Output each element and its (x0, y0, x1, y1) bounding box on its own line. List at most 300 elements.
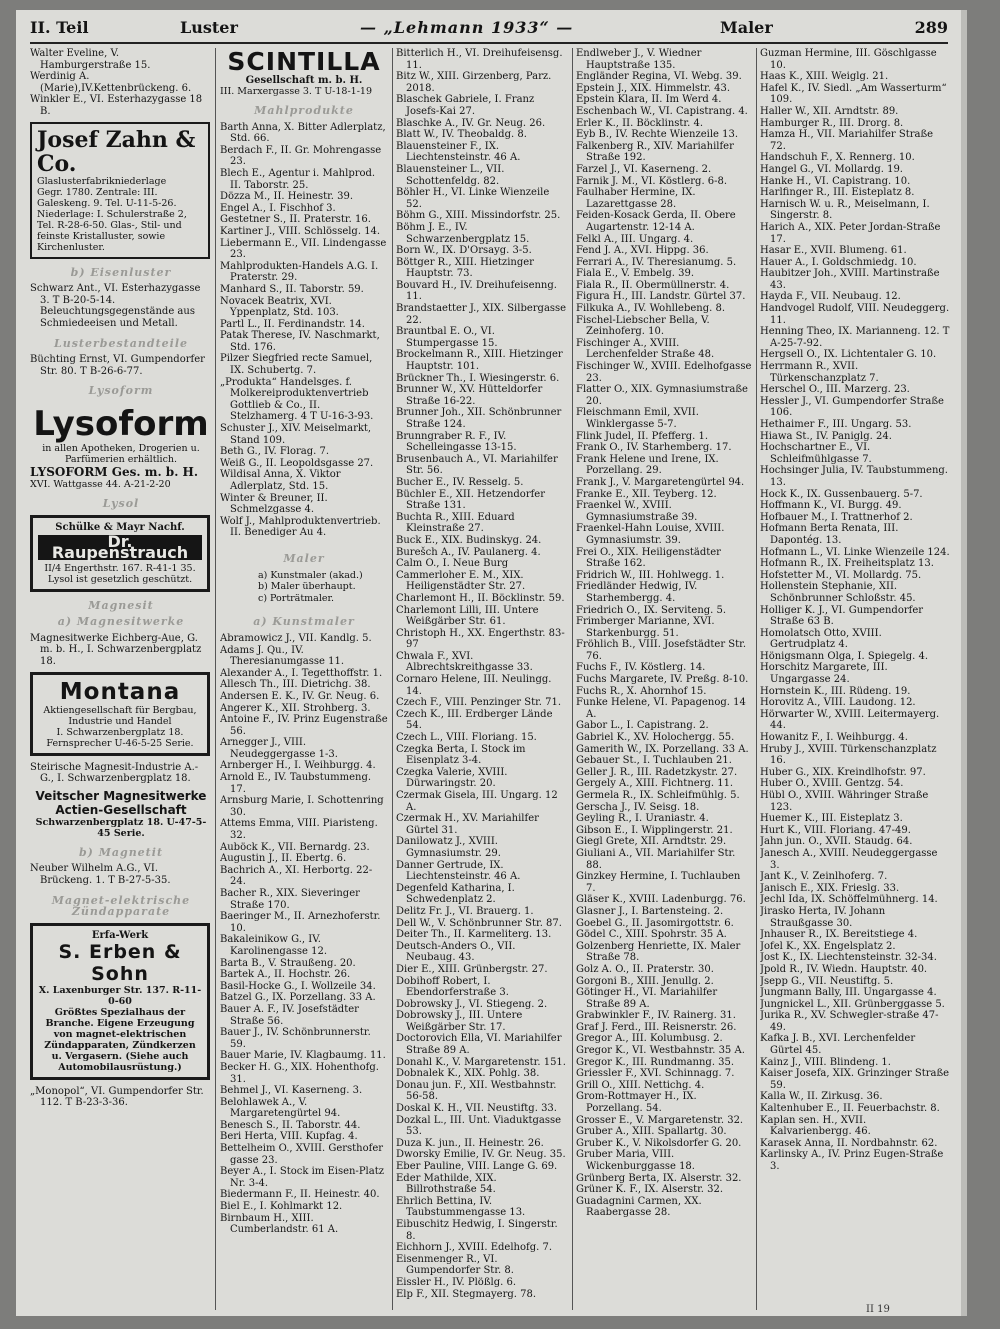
directory-entry: Bakaleinikow G., IV. Karolinengasse 12. (220, 934, 328, 957)
ad-text-line: Gegr. 1780. Zentrale: III. Galeskeng. 9. Tel. U-11-5-26. (37, 186, 177, 209)
ad-text-line: b) Maler überhaupt. (258, 581, 356, 593)
directory-entry: Brunner W., XV. Hütteldorfer Straße 16-22. (396, 384, 543, 407)
entry-list (37, 176, 203, 253)
ad-text-line: X. Laxenburger Str. 137. R-11-0-60 (38, 984, 202, 1007)
directory-entry: Brusenbauch A., VI. Mariahilfer Str. 56. (396, 453, 558, 477)
directory-entry: Dozkal L., III. Unt. Viaduktgasse 53. (396, 1114, 562, 1138)
directory-entry: Henning Theo, IX. Marianneng. 12. T A-25-7-92. (760, 326, 950, 349)
directory-entry: Frank O., IV. Starhemberg. 17. (576, 442, 732, 454)
directory-entry: Arnold E., IV. Taubstummeng. 17. (220, 772, 372, 795)
directory-entry: Goebel G., II. Jasomirgottstr. 6. (576, 917, 734, 929)
directory-entry: Czermak Gisela, III. Ungarg. 12 A. (396, 790, 558, 813)
directory-entry: Augustin J., II. Ebertg. 6. (220, 853, 347, 865)
directory-entry: Dobrowsky J., III. Untere Weißgärber Str. 17. (396, 1010, 523, 1033)
directory-entry: Hasar E., XVII. Blumeng. 61. (760, 245, 907, 257)
directory-entry: Friedrich O., IX. Serviteng. 5. (576, 604, 727, 616)
directory-entry: Hergsell O., IX. Lichtentaler G. 10. (760, 349, 937, 361)
entry-list (220, 633, 388, 1236)
directory-entry: Gregor A., III. Kolumbusg. 2. (576, 1033, 723, 1045)
directory-entry: Faulhaber Hermine, IX. Lazarettgasse 28. (576, 187, 696, 210)
directory-entry: Epstein Klara, II. Im Werd 4. (576, 94, 722, 106)
directory-entry: Golz A. O., II. Praterstr. 30. (576, 963, 714, 975)
directory-entry: Beri Herta, VIII. Kupfag. 4. (220, 1131, 358, 1143)
directory-entry: Haubitzer Joh., XVIII. Martinstraße 43. (760, 268, 940, 291)
directory-entry: Gregor K., III. Rundmanng. 35. (576, 1056, 735, 1068)
lysoform-address: XVI. Wattgasse 44. A-21-2-20 (30, 478, 171, 490)
directory-entry: Horovitz A., VIII. Laudong. 12. (760, 697, 916, 709)
directory-entry: Partl L., II. Ferdinandstr. 14. (220, 318, 365, 330)
directory-entry: Hofbauer M., I. Trattnerhof 2. (760, 511, 913, 523)
directory-entry: Basil-Hocke G., I. Wollzeile 34. (220, 980, 376, 992)
directory-entry: Cammerloher E. M., XIX. Heiligenstädter Str. 27. (396, 569, 526, 593)
directory-entry: Beth G., IV. Florag. 7. (220, 446, 330, 458)
directory-entry: Bauer J., IV. Schönbrunnerstr. 59. (220, 1027, 371, 1050)
directory-entry: Czech L., VIII. Floriang. 15. (396, 732, 537, 744)
directory-entry: Karasek Anna, II. Nordbahnstr. 62. (760, 1137, 938, 1149)
directory-entry: Herschel O., III. Marzerg. 23. (760, 384, 910, 396)
directory-entry: Geller J. R., III. Radetzkystr. 27. (576, 766, 738, 778)
directory-entry: Brandstaetter J., XIX. Silbergasse 22. (396, 303, 567, 326)
directory-entry: Hofmann L., VI. Linke Wienzeile 124. (760, 546, 950, 558)
directory-entry: Friedländer Hedwig, IV. Starhembergg. 4. (576, 581, 698, 604)
directory-entry: Handvogel Rudolf, VIII. Neudeggerg. 11. (760, 303, 950, 326)
directory-entry: Arnsburg Marie, I. Schottenring 30. (220, 795, 384, 818)
directory-entry: Holliger K. J., VI. Gumpendorfer Straße 63 B. (760, 604, 924, 628)
directory-entry: Grosser E., V. Margaretenstr. 32. (576, 1114, 744, 1126)
directory-entry: Calm O., I. Neue Burg (396, 558, 509, 570)
directory-entry: Duza K. jun., II. Heinestr. 26. (396, 1137, 544, 1149)
column-divider (215, 48, 216, 1310)
directory-entry: Ehrlich Bettina, IV. Taubstummengasse 13. (396, 1195, 526, 1219)
directory-entry: Eder Mathilde, XIX. Billrothstraße 54. (396, 1172, 497, 1196)
directory-entry: Donahl K., V. Margaretenstr. 151. (396, 1056, 566, 1068)
directory-entry: Manhard S., II. Taborstr. 59. (220, 283, 364, 295)
directory-entry: Barth Anna, X. Bitter Adlerplatz, Std. 66. (220, 121, 386, 145)
ad-erben (30, 923, 210, 1080)
directory-entry: Gregor K., VI. Westbahnstr. 35 A. (576, 1045, 745, 1057)
directory-entry: Blaschek Gabriele, I. Franz Josefs-Kai 27. (396, 94, 535, 117)
section-heading: Maler (283, 551, 325, 565)
directory-entry: Frei O., XIX. Heiligenstädter Straße 162. (576, 546, 721, 570)
directory-entry: Fiala E., V. Embelg. 39. (576, 268, 695, 280)
directory-entry: Haas K., XIII. Weiglg. 21. (760, 71, 889, 83)
directory-entry: Blatt W., IV. Theobaldg. 8. (396, 129, 527, 141)
directory-entry: „Monopol“, VI. Gumpendorfer Str. 112. T B-23-3-36. (30, 1085, 204, 1109)
directory-entry: Herrmann R., XVII. Türkenschanzplatz 7. (760, 361, 879, 384)
directory-entry: Jsepp G., VII. Neustiftg. 5. (760, 975, 894, 987)
directory-entry: Epstein J., XIX. Himmelstr. 43. (576, 82, 730, 94)
directory-entry: Gruber A., XIII. Spallartg. 30. (576, 1126, 727, 1138)
entry-list (576, 48, 752, 1219)
directory-entry: Hoffmann K., VI. Burgg. 49. (760, 500, 902, 512)
directory-entry: Böhler H., VI. Linke Wienzeile 52. (396, 187, 550, 210)
section-heading: b) Eisenluster (70, 265, 172, 279)
directory-entry: Germela R., IX. Schleifmühlg. 5. (576, 790, 740, 801)
page-header (30, 16, 948, 42)
directory-entry: Wildisal Anna, X. Viktor Adlerplatz, Std. 15. (220, 469, 341, 492)
section-heading: Lysol (102, 496, 140, 510)
directory-entry: Charlemont Lilli, III. Untere Weißgärber Str. 61. (396, 604, 539, 628)
directory-entry: Bettelheim O., XVIII. Gersthofer gasse 23. (220, 1143, 384, 1166)
directory-entry: Feiden-Kosack Gerda, II. Obere Augartenstr. 12-14 A. (576, 210, 736, 233)
footer-signature: II 19 (866, 1304, 890, 1315)
directory-entry: Belohlawek A., V. Margaretengürtel 94. (220, 1096, 341, 1120)
ad-text-line: c) Porträtmaler. (258, 592, 335, 604)
directory-entry: Figura H., III. Landstr. Gürtel 37. (576, 291, 746, 303)
entry-list (38, 705, 202, 749)
directory-entry: Allesch Th., III. Dietrichg. 38. (220, 679, 371, 691)
section-heading: Magnet-elektrische Zündapparate (51, 893, 191, 919)
directory-entry: Hangel G., VI. Mollardg. 19. (760, 163, 903, 175)
directory-entry: Hübl O., XVIII. Währinger Straße 123. (760, 790, 929, 813)
directory-entry: Grüner K. F., IX. Alserstr. 32. (576, 1184, 724, 1196)
directory-entry: Berdach F., II. Gr. Mohrengasse 23. (220, 144, 382, 168)
directory-entry: Kafka J. B., XVI. Lerchenfelder Gürtel 45. (760, 1033, 916, 1057)
header-right-word: Maler (720, 18, 773, 37)
directory-entry: Fuchs F., IV. Köstlerg. 14. (576, 662, 706, 674)
directory-entry: Fraenkel-Hahn Louise, XVIII. Gymnasiumstr. 39. (576, 523, 725, 546)
directory-entry: Schwarz Ant., VI. Esterhazygasse 3. T B-20-5-14. Beleuchtungsgegenstände aus Schmiedeeisen und Metall. (30, 283, 201, 329)
directory-entry: Dobihoff Robert, I. Ebendorferstraße 3. (396, 975, 509, 999)
directory-entry: Hollenstein Stephanie, XII. Schönbrunner Schloßstr. 45. (760, 581, 916, 604)
directory-entry: Czegka Valerie, XVIII. Dürwaringstr. 20. (396, 766, 508, 790)
entry-list (38, 985, 202, 1073)
directory-entry: Bitterlich H., VI. Dreihufeisensg. 11. (396, 48, 563, 71)
directory-entry: Böhm J. E., IV. Schwarzenbergplatz 15. (396, 221, 530, 245)
scintilla-name: SCINTILLA (227, 48, 381, 76)
directory-entry: Gergely A., XIII. Fichtnerg. 11. (576, 778, 734, 790)
directory-entry: Geyling R., I. Uraniastr. 4. (576, 813, 709, 825)
ad-raupenstrauch (30, 515, 210, 592)
directory-entry: Pilzer Siegfried recte Samuel, IX. Schubertg. 7. (220, 353, 373, 377)
entry-list (396, 48, 568, 1300)
directory-entry: Ferrari A., IV. Theresianumg. 5. (576, 256, 737, 268)
directory-entry: Schuster J., XIV. Meiselmarkt, Stand 109. (220, 423, 372, 446)
directory-entry: Buck E., XIX. Budinskyg. 24. (396, 534, 542, 546)
ad-text-line: a) Kunstmaler (akad.) (258, 569, 363, 581)
directory-entry: Arnberger H., I. Weihburgg. 4. (220, 760, 376, 772)
scintilla-address: III. Marxergasse 3. T U-18-1-19 (220, 86, 373, 97)
directory-entry: Grabwinkler F., IV. Rainerg. 31. (576, 1010, 736, 1022)
entry-list (30, 283, 212, 329)
directory-entry: Böttger R., XIII. Hietzinger Hauptstr. 73. (396, 256, 534, 280)
directory-entry: Buchta R., XIII. Eduard Kleinstraße 27. (396, 511, 515, 535)
directory-entry: Born W., IX. D'Orsayg. 3-5. (396, 245, 532, 257)
directory-entry: Bitz W., XIII. Girzenberg, Parz. 2018. (396, 71, 552, 94)
directory-entry: Eyb B., IV. Rechte Wienzeile 13. (576, 129, 739, 141)
directory-entry: Czech F., VIII. Penzinger Str. 71. (396, 697, 562, 709)
ad-lysoform (30, 405, 212, 490)
directory-entry: Deiter Th., II. Karmeliterg. 13. (396, 929, 552, 941)
directory-entry: Fraenkel W., XVIII. Gymnasiumstraße 39. (576, 500, 698, 523)
directory-entry: Huemer K., III. Eisteplatz 3. (760, 813, 903, 825)
section-heading: a) Kunstmaler (253, 615, 355, 629)
directory-entry: Fridrich W., III. Hohlwegg. 1. (576, 569, 725, 581)
montana-name: Montana (59, 678, 181, 705)
header-left-word: Luster (180, 18, 238, 37)
directory-entry: Weiß G., II. Leopoldsgasse 27. (220, 457, 374, 469)
directory-entry: Barta B., V. Straußeng. 20. (220, 957, 356, 969)
directory-entry: Huber O., XVIII. Gentzg. 54. (760, 778, 904, 790)
ad-veitscher (30, 789, 212, 839)
directory-entry: Wolf J., Mahlproduktenvertrieb. II. Benediger Au 4. (220, 515, 381, 539)
directory-entry: Fiala R., II. Obermüllnerstr. 4. (576, 279, 730, 291)
directory-entry: Hofmann Berta Renata, III. Dapontég. 13. (760, 523, 899, 546)
scintilla-sub: Gesellschaft m. b. H. (245, 75, 363, 86)
directory-entry: Biel E., I. Kohlmarkt 12. (220, 1201, 343, 1213)
directory-entry: Bouvard H., IV. Dreihufeisenng. 11. (396, 279, 557, 303)
ad-zahn-name: Josef Zahn & Co. (37, 126, 196, 177)
directory-entry: Griessler F., XVI. Schinnagg. 7. (576, 1068, 735, 1080)
erben-name: S. Erben & Sohn (58, 940, 182, 985)
directory-entry: Janisch E., XIX. Frieslg. 33. (760, 882, 900, 894)
directory-entry: Gödel C., XIII. Spohrstr. 35 A. (576, 929, 727, 941)
directory-entry: Hanke H., VI. Capistrang. 10. (760, 175, 911, 187)
directory-entry: Böhm G., XIII. Missindorfstr. 25. (396, 210, 561, 222)
directory-entry: Jurika R., XV. Schwegler-straße 47-49. (760, 1010, 939, 1033)
directory-entry: Eschenbach W., VI. Capistrang. 4. (576, 105, 748, 117)
directory-entry: Fischinger A., XVIII. Lerchenfelder Straße 48. (576, 337, 715, 361)
directory-entry: Gebauer St., I. Tuchlauben 21. (576, 755, 732, 767)
directory-entry: Erler K., II. Böcklinstr. 4. (576, 117, 704, 129)
directory-entry: Guadagnini Carmen, XX. Raabergasse 28. (576, 1195, 702, 1219)
directory-entry: Auböck K., VII. Bernardg. 23. (220, 841, 370, 853)
directory-entry: Horschitz Margarete, III. Ungargasse 24. (760, 662, 888, 686)
directory-entry: Dier E., XIII. Grünbergstr. 27. (396, 963, 548, 975)
directory-entry: Burešch A., IV. Paulanerg. 4. (396, 546, 541, 558)
directory-entry: Götinger H., VI. Mariahilfer Straße 89 A. (576, 987, 718, 1010)
directory-entry: Fröhlich B., VIII. Josefstädter Str. 76. (576, 639, 747, 662)
directory-entry: Dell W., V. Schönbrunner Str. 87. (396, 917, 562, 929)
directory-entry: Bauer Marie, IV. Klagbaumg. 11. (220, 1050, 386, 1062)
directory-entry: Harnisch W. u. R., Meiselmann, I. Singerstr. 8. (760, 198, 930, 222)
directory-entry: Kaltenhuber E., II. Feuerbachstr. 8. (760, 1103, 940, 1115)
directory-entry: Janesch A., XVIII. Neudeggergasse 3. (760, 847, 938, 871)
directory-entry: Hruby J., XVIII. Türkenschanzplatz 16. (760, 743, 937, 767)
header-volume: II. Teil (30, 18, 89, 37)
directory-entry: Fischel-Liebscher Bella, V. Zeinhoferg. 10. (576, 314, 710, 338)
directory-entry: Handschuh F., X. Rennerg. 10. (760, 152, 915, 164)
section-heading: a) Magnesitwerke (57, 615, 185, 629)
directory-entry: Winter & Breuner, II. Schmelzgasse 4. (220, 492, 328, 516)
directory-entry: Flatter O., XIX. Gymnasiumstraße 20. (576, 384, 748, 407)
directory-entry: Felkl A., III. Ungarg. 4. (576, 233, 694, 245)
header-title: — „Lehmann 1933“ — (360, 18, 574, 37)
directory-entry: Biedermann F., II. Heinestr. 40. (220, 1189, 380, 1201)
directory-entry: Bacher R., XIX. Sieveringer Straße 170. (220, 888, 360, 911)
directory-entry: Harlfinger R., III. Eisteplatz 8. (760, 187, 915, 199)
directory-entry: Eber Pauline, VIII. Lange G. 69. (396, 1161, 558, 1172)
directory-entry: Engländer Regina, VI. Webg. 39. (576, 71, 742, 83)
column-3 (396, 48, 568, 1310)
directory-entry: Doctorovich Ella, VI. Mariahilfer Straße 89 A. (396, 1033, 562, 1057)
directory-entry: Homolatsch Otto, XVIII. Gertrudplatz 4. (760, 627, 882, 651)
directory-entry: Büchting Ernst, VI. Gumpendorfer Str. 80. T B-26-6-77. (30, 354, 205, 377)
ad-text-line: I. Schwarzenbergplatz 18. (56, 726, 184, 738)
directory-entry: Dobnalek K., XIX. Pohlg. 38. (396, 1068, 540, 1080)
directory-entry: Endlweber J., V. Wiedner Hauptstraße 135. (576, 48, 702, 71)
lysoform-text: in allen Apotheken, Drogerien u. Parfümerien erhältlich. (42, 442, 200, 465)
column-divider (392, 48, 393, 1310)
directory-entry: Eichhorn J., XVIII. Edelhofg. 7. (396, 1242, 552, 1254)
directory-entry: Kartiner J., VIII. Schlösselg. 14. (220, 225, 381, 237)
directory-entry: Donau jun. F., XII. Westbahnstr. 56-58. (396, 1079, 557, 1103)
directory-entry: Hofstetter M., VI. Mollardg. 75. (760, 569, 922, 581)
directory-entry: „Produkta“ Handelsges. f. Molkereiproduktenvertrieb Gottlieb & Co., II. Stelzhamerg. 4 T U-16-3-93. (220, 376, 374, 423)
entry-list (30, 863, 212, 886)
directory-entry: Benesch S., II. Taborstr. 44. (220, 1119, 361, 1131)
directory-entry: Delitz Fr. J., VI. Brauerg. 1. (396, 905, 534, 917)
entry-list (220, 122, 388, 539)
directory-entry: Hauer A., I. Goldschmiedg. 10. (760, 256, 917, 268)
entry-list (30, 48, 212, 118)
column-4 (576, 48, 752, 1310)
directory-entry: Hörwarter W., XVIII. Leitermayerg. 44. (760, 708, 940, 732)
directory-entry: Graf J. Ferd., III. Reisnerstr. 26. (576, 1021, 737, 1033)
directory-entry: Neuber Wilhelm A.G., VI. Brückeng. 1. T B-27-5-35. (30, 863, 171, 887)
directory-entry: Gamerith W., IX. Porzellang. 33 A. (576, 743, 749, 755)
ad-montana (30, 672, 210, 756)
directory-entry: Bachrich A., XI. Herbortg. 22-24. (220, 864, 373, 888)
directory-entry: Patak Therese, IV. Naschmarkt, Std. 176. (220, 330, 380, 353)
entry-list (760, 48, 950, 1173)
directory-entry: Hiawa St., IV. Paniglg. 24. (760, 430, 892, 442)
raupenstrauch-address: II/4 Engerthstr. 167. R-41-1 35. (44, 562, 196, 574)
directory-entry: Hock K., IX. Gussenbauerg. 5-7. (760, 488, 923, 500)
directory-entry: Jungmann Bally, III. Ungargasse 4. (760, 987, 937, 999)
directory-entry: Cornaro Helene, III. Neulingg. 14. (396, 674, 552, 697)
directory-entry: Jirasko Herta, IV. Johann Straußgasse 30. (760, 905, 886, 929)
raupenstrauch-name: Dr. Raupenstrauch (38, 535, 202, 560)
directory-entry: Dobrowsky J., VI. Stiegeng. 2. (396, 998, 548, 1010)
directory-entry: Frimberger Marianne, XVI. Starkenburgg. 51. (576, 616, 715, 639)
directory-entry: Hethaimer F., III. Ungarg. 53. (760, 419, 912, 430)
directory-entry: Engel A., I. Fischhof 3. (220, 202, 336, 214)
directory-entry: Fuchs Margarete, IV. Preßg. 8-10. (576, 674, 749, 686)
directory-entry: Brunner Joh., XII. Schönbrunner Straße 124. (396, 407, 562, 430)
directory-entry: Chwala F., XVI. Albrechtskreithgasse 33. (396, 650, 533, 674)
directory-entry: Jechl Ida, IX. Schöffelmühnerg. 14. (760, 894, 938, 906)
directory-entry: Haller W., XII. Arndtstr. 89. (760, 105, 899, 117)
directory-entry: Magnesitwerke Eichberg-Aue, G. m. b. H., I. Schwarzenbergplatz 18. (30, 632, 202, 668)
directory-entry: Jahn jun. O., XVII. Staudg. 64. (760, 836, 913, 848)
section-heading: Magnesit (88, 598, 154, 612)
directory-entry: Blauensteiner F., IX. Liechtensteinstr. 46 A. (396, 140, 521, 164)
header-rule (30, 42, 948, 44)
directory-entry: Doskal K. H., VII. Neustiftg. 33. (396, 1103, 557, 1115)
directory-entry: Hamza H., VII. Mariahilfer Straße 72. (760, 129, 934, 152)
directory-entry: Czech K., III. Erdberger Lände 54. (396, 708, 553, 732)
directory-entry: Hönigsmann Olga, I. Spiegelg. 4. (760, 650, 929, 662)
directory-entry: Antoine F., IV. Prinz Eugenstraße 56. (220, 714, 388, 737)
directory-entry: Golzenberg Henriette, IX. Maler Straße 78. (576, 940, 741, 964)
directory-entry: Winkler E., VI. Esterhazygasse 18 B. (30, 94, 203, 117)
directory-entry: Gestetner S., II. Praterstr. 16. (220, 214, 371, 226)
lysoform-company: LYSOFORM Ges. m. b. H. (30, 464, 199, 479)
directory-entry: Elp F., XII. Stegmayerg. 78. (396, 1288, 537, 1300)
directory-entry: Gruber K., V. Nikolsdorfer G. 20. (576, 1137, 742, 1149)
directory-entry: Jofel K., XX. Engelsplatz 2. (760, 940, 896, 952)
directory-entry: Fend J. A., XVI. Hippg. 36. (576, 245, 709, 257)
directory-entry: Arnegger J., VIII. Neudeggergasse 1-3. (220, 737, 338, 760)
directory-entry: Glasner J., I. Bartensteing. 2. (576, 905, 724, 917)
directory-entry: Farzel J., VI. Kaserneng. 2. (576, 163, 712, 175)
entry-list (30, 762, 212, 785)
directory-entry: Danilowatz J., XVIII. Gymnasiumstr. 29. (396, 836, 501, 859)
directory-entry: Hofmann R., IX. Freiheitsplatz 13. (760, 558, 934, 570)
section-heading: Mahlprodukte (254, 104, 354, 117)
directory-entry: Liebermann E., VII. Lindengasse 23. (220, 237, 387, 261)
column-2 (220, 48, 388, 1310)
directory-entry: Fuchs R., X. Ahornhof 15. (576, 685, 707, 697)
directory-entry: Jant K., V. Zeinlhoferg. 7. (760, 871, 888, 883)
ad-scintilla (220, 48, 388, 97)
directory-entry: Jost K., IX. Liechtensteinstr. 32-34. (760, 952, 937, 964)
directory-entry: Gabor L., I. Capistrang. 2. (576, 720, 709, 732)
directory-entry: Birnbaum H., XIII. Cumberlandstr. 61 A. (220, 1212, 339, 1236)
directory-entry: Czermak H., XV. Mariahilfer Gürtel 31. (396, 813, 539, 836)
directory-entry: Hayda F., VII. Neubaug. 12. (760, 291, 901, 303)
directory-entry: Behmel J., VI. Kaserneng. 3. (220, 1085, 363, 1097)
section-heading: Lysoform (88, 384, 154, 398)
column-divider (572, 48, 573, 1310)
directory-entry: Bauer A. F., IV. Josefstädter Straße 56. (220, 1003, 359, 1027)
directory-entry: Alexander A., I. Tegetthoffstr. 1. (220, 667, 383, 679)
directory-entry: Novacek Beatrix, XVI. Yppenplatz, Std. 103. (220, 295, 339, 319)
directory-page (16, 10, 961, 1316)
entry-list (258, 570, 388, 605)
directory-entry: Attems Emma, VIII. Piaristeng. 32. (220, 818, 378, 842)
directory-entry: Hamburger R., III. Drorg. 8. (760, 117, 904, 129)
directory-entry: Eissler H., IV. Plößlg. 6. (396, 1276, 516, 1288)
ad-text-line: Aktiengesellschaft für Bergbau, Industrie und Handel (43, 704, 197, 727)
directory-entry: Mahlprodukten-Handels A.G. I. Praterstr. 29. (220, 260, 379, 284)
erben-top: Erfa-Werk (91, 929, 149, 941)
directory-entry: Christoph H., XX. Engerthstr. 83-97 (396, 627, 565, 651)
veitscher-address: Schwarzenbergplatz 18. U-47-5-45 Serie. (35, 816, 207, 839)
directory-entry: Adams J. Qu., IV. Theresianumgasse 11. (220, 644, 345, 668)
directory-entry: Kaiser Josefa, XIX. Grinzinger Straße 59. (760, 1068, 950, 1091)
directory-entry: Büchler E., XII. Hetzendorfer Straße 131. (396, 488, 546, 512)
directory-entry: Degenfeld Katharina, I. Schwedenplatz 2. (396, 882, 515, 906)
raupenstrauch-top: Schülke & Mayr Nachf. (55, 521, 185, 533)
directory-entry: Harich A., XIX. Peter Jordan-Straße 17. (760, 221, 941, 245)
directory-entry: Hochschartner E., VI. Schleifmühlgasse 7. (760, 442, 872, 465)
directory-entry: Blaschke A., IV. Gr. Neug. 26. (396, 117, 546, 129)
directory-entry: Grill O., XIII. Nettichg. 4. (576, 1079, 705, 1091)
directory-entry: Fischinger W., XVIII. Edelhofgasse 23. (576, 361, 752, 384)
column-5 (760, 48, 950, 1310)
directory-entry: Gläser K., XVIII. Ladenburgg. 76. (576, 894, 746, 906)
column-1 (30, 48, 212, 1310)
directory-entry: Grom-Rottmayer H., IX. Porzellang. 54. (576, 1091, 697, 1115)
directory-entry: Eibuschitz Hedwig, I. Singerstr. 8. (396, 1218, 558, 1242)
raupenstrauch-note: Lysol ist gesetzlich geschützt. (47, 573, 193, 585)
entry-list (30, 633, 212, 668)
directory-entry: Kalla W., II. Zirkusg. 36. (760, 1091, 883, 1103)
directory-entry: Flink Judel, II. Pfefferg. 1. (576, 430, 709, 442)
directory-entry: Karlinsky A., IV. Prinz Eugen-Straße 3. (760, 1149, 944, 1172)
directory-entry: Brückner Th., I. Wiesingerstr. 6. (396, 372, 560, 384)
directory-entry: Eisenmenger R., VI. Gumpendorfer Str. 8. (396, 1253, 514, 1277)
ad-text-line: Fernsprecher U-46-5-25 Serie. (46, 737, 194, 749)
ad-text-line: Größtes Spezialhaus der Branche. Eigene Erzeugung von magnet-elektrischen Zündapparaten, Zündkerzen u. Vergasern. (Siehe auch Automobilausrüstung.) (44, 1006, 196, 1073)
directory-entry: Howanitz F., I. Weihburgg. 4. (760, 732, 908, 744)
section-heading: b) Magnetit (78, 845, 164, 859)
directory-entry: Hornstein K., III. Rüdeng. 19. (760, 685, 911, 697)
directory-entry: Filkuka A., IV. Wohllebeng. 8. (576, 303, 726, 315)
directory-entry: Jnhauser R., IX. Bereitstiege 4. (760, 929, 918, 941)
